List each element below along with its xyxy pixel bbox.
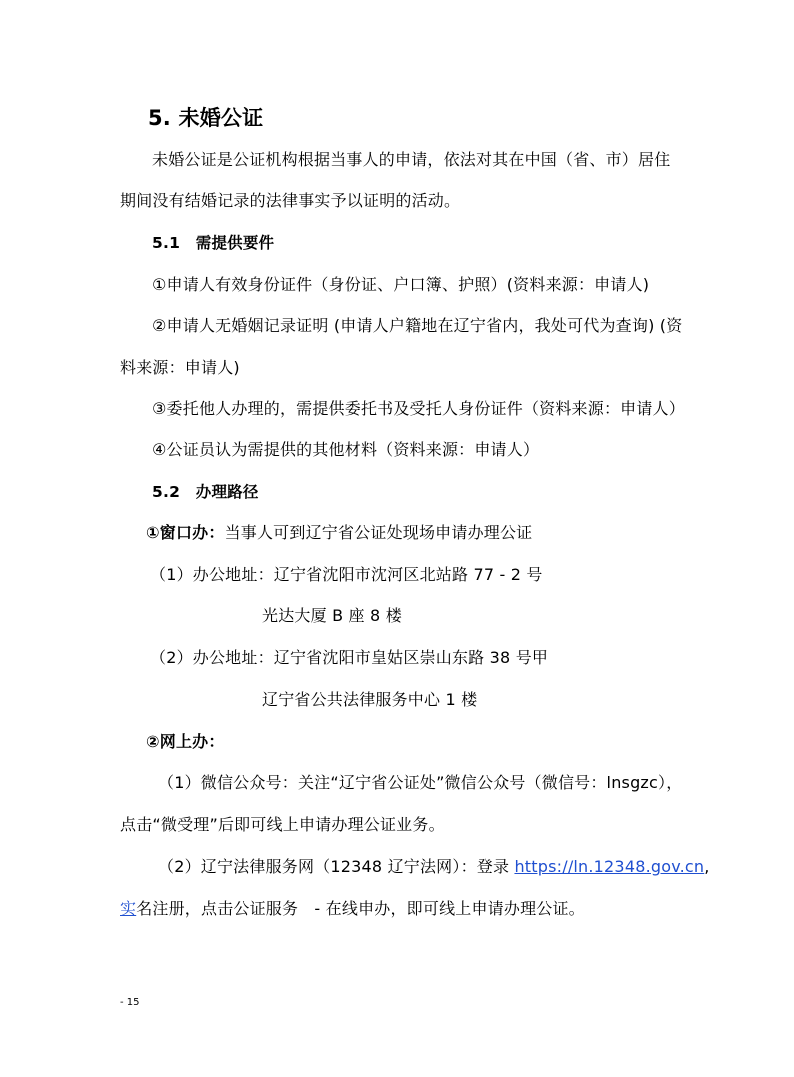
requirement-item-2b: 料来源：申请人) — [120, 358, 240, 377]
page-number: - 15 — [120, 997, 140, 1008]
requirement-item-2a: ②申请人无婚姻记录证明 (申请人户籍地在辽宁省内，我处可代为查询) (资 — [152, 316, 683, 335]
website-link[interactable]: https://ln.12348.gov.cn — [514, 857, 705, 876]
requirement-item-1: ①申请人有效身份证件（身份证、户口簿、护照）(资料来源：申请人) — [152, 275, 650, 294]
address-2-line-b: 辽宁省公共法律服务中心 1 楼 — [262, 690, 478, 709]
online-route-label: ②网上办： — [146, 732, 225, 751]
online-website-line-b — [120, 898, 585, 920]
window-route — [146, 522, 532, 544]
window-route-text: 当事人可到辽宁省公证处现场申请办理公证 — [224, 523, 533, 542]
requirements-heading: 5.1 需提供要件 — [152, 234, 275, 252]
intro-line-2: 期间没有结婚记录的法律事实予以证明的活动。 — [120, 191, 461, 210]
online-website-line-a — [158, 856, 710, 878]
online-wechat-line-b: 点击“微受理”后即可线上申请办理公证业务。 — [120, 815, 445, 834]
window-route-label: ①窗口办： — [146, 523, 225, 542]
route-heading: 5.2 办理路径 — [152, 483, 259, 501]
online-wechat-line-a: （1）微信公众号：关注“辽宁省公证处”微信公众号（微信号：lnsgzc）， — [158, 773, 683, 792]
address-1-line-b: 光达大厦 B 座 8 楼 — [262, 606, 402, 625]
online-website-comma: , — [704, 857, 710, 876]
address-2-line-a: （2）办公地址：辽宁省沈阳市皇姑区崇山东路 38 号甲 — [150, 648, 549, 667]
online-website-instructions: 名注册，点击公证服务 - 在线申办，即可线上申请办理公证。 — [136, 899, 585, 918]
requirement-item-4: ④公证员认为需提供的其他材料（资料来源：申请人） — [152, 440, 540, 459]
requirement-item-3: ③委托他人办理的，需提供委托书及受托人身份证件（资料来源：申请人） — [152, 399, 685, 418]
online-website-text: （2）辽宁法律服务网（12348 辽宁法网）：登录 — [158, 857, 515, 876]
website-link-continuation[interactable]: 实 — [120, 899, 137, 918]
section-title: 5. 未婚公证 — [148, 106, 264, 130]
address-1-line-a: （1）办公地址：辽宁省沈阳市沈河区北站路 77 - 2 号 — [150, 565, 543, 584]
intro-line-1: 未婚公证是公证机构根据当事人的申请，依法对其在中国（省、市）居住 — [152, 150, 671, 169]
